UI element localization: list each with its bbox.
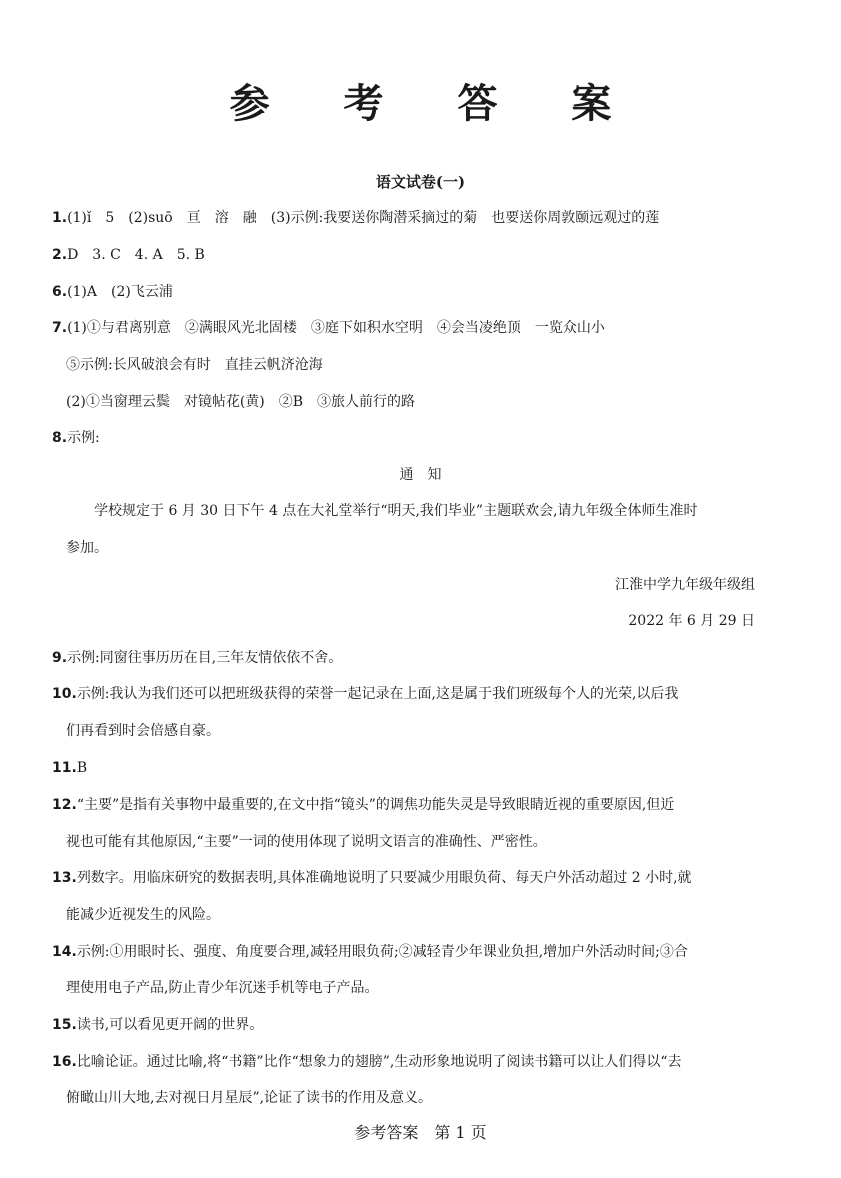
answer-line xyxy=(66,355,323,375)
notice-body: 学校规定于 6 月 30 日下午 4 点在大礼堂举行“明天,我们毕业”主题联欢会,请九年级全体师生准时 xyxy=(94,503,698,519)
answer-text: (1)ǐ 5 (2)suō 亘 溶 融 (3)示例:我要送你陶潜采摘过的菊 也要送你周敦颐远观过的莲 xyxy=(67,210,660,226)
answer-text: B xyxy=(76,760,88,776)
answer-line xyxy=(52,208,659,228)
answer-text: (2)①当窗理云鬓 对镜帖花(黄) ②B ③旅人前行的路 xyxy=(66,394,416,410)
answer-line xyxy=(52,868,692,888)
answer-text: 读书,可以看见更开阔的世界。 xyxy=(76,1017,264,1033)
answer-line xyxy=(52,282,173,302)
question-number: 1. xyxy=(52,210,68,226)
notice-heading: 通 知 xyxy=(399,467,442,483)
question-number: 2. xyxy=(52,247,68,263)
question-number: 16. xyxy=(52,1054,77,1070)
question-number: 15. xyxy=(52,1017,77,1033)
section-title: 语文试卷(一) xyxy=(375,173,466,191)
question-number: 7. xyxy=(52,320,68,336)
answer-line-cont: 视也可能有其他原因,“主要”一词的使用体现了说明文语言的准确性、严密性。 xyxy=(66,834,547,850)
question-number: 14. xyxy=(52,944,77,960)
answer-text: 示例:我认为我们还可以把班级获得的荣誉一起记录在上面,这是属于我们班级每个人的光荣,以后我 xyxy=(76,686,679,702)
answer-line xyxy=(52,942,688,962)
answer-text: ⑤示例:长风破浪会有时 直挂云帆济沧海 xyxy=(66,357,323,373)
answer-text: “主要”是指有关事物中最重要的,在文中指“镜头”的调焦功能失灵是导致眼睛近视的重要原因,但近 xyxy=(76,797,675,813)
question-number: 8. xyxy=(52,430,68,446)
answer-line xyxy=(52,245,205,265)
answer-line xyxy=(52,684,678,704)
answer-line xyxy=(52,648,342,668)
page-footer: 参考答案 第 1 页 xyxy=(354,1123,487,1142)
question-number: 11. xyxy=(52,760,77,776)
answer-text: D 3. C 4. A 5. B xyxy=(67,247,205,263)
question-number: 6. xyxy=(52,284,68,300)
notice-date: 2022 年 6 月 29 日 xyxy=(628,613,755,629)
question-number: 9. xyxy=(52,650,68,666)
question-number: 12. xyxy=(52,797,77,813)
answer-line-cont: 能减少近视发生的风险。 xyxy=(66,907,220,923)
answer-text: 示例:同窗往事历历在目,三年友情依依不舍。 xyxy=(67,650,343,666)
answer-line xyxy=(52,795,674,815)
question-number: 10. xyxy=(52,686,77,702)
answer-text: 示例: xyxy=(67,430,100,446)
notice-signature: 江淮中学九年级年级组 xyxy=(615,577,755,593)
answer-line-cont: 俯瞰山川大地,去对视日月星辰”,论证了读书的作用及意义。 xyxy=(66,1090,433,1106)
answer-line xyxy=(52,318,605,338)
question-number: 13. xyxy=(52,870,77,886)
answer-line xyxy=(66,392,415,412)
answer-line-cont: 们再看到时会倍感自豪。 xyxy=(66,723,220,739)
answer-line xyxy=(52,1015,263,1035)
notice-body-cont: 参加。 xyxy=(66,540,108,556)
answer-line xyxy=(52,758,87,778)
answer-text: 比喻论证。通过比喻,将“书籍”比作“想象力的翅膀”,生动形象地说明了阅读书籍可以让人们得以“去 xyxy=(76,1054,682,1070)
answer-line xyxy=(52,1052,682,1072)
answer-line-cont: 理使用电子产品,防止青少年沉迷手机等电子产品。 xyxy=(66,980,379,996)
answer-line xyxy=(52,428,100,448)
answer-text: 列数字。用临床研究的数据表明,具体准确地说明了只要减少用眼负荷、每天户外活动超过 2 小时,就 xyxy=(76,870,692,886)
answer-text: (1)①与君离别意 ②满眼风光北固楼 ③庭下如积水空明 ④会当凌绝顶 一览众山小 xyxy=(67,320,605,336)
page-title: 参 考 答 案 xyxy=(229,80,642,127)
answer-text: 示例:①用眼时长、强度、角度要合理,减轻用眼负荷;②减轻青少年课业负担,增加户外活动时间;③合 xyxy=(76,944,688,960)
answer-text: (1)A (2)飞云浦 xyxy=(67,284,173,300)
